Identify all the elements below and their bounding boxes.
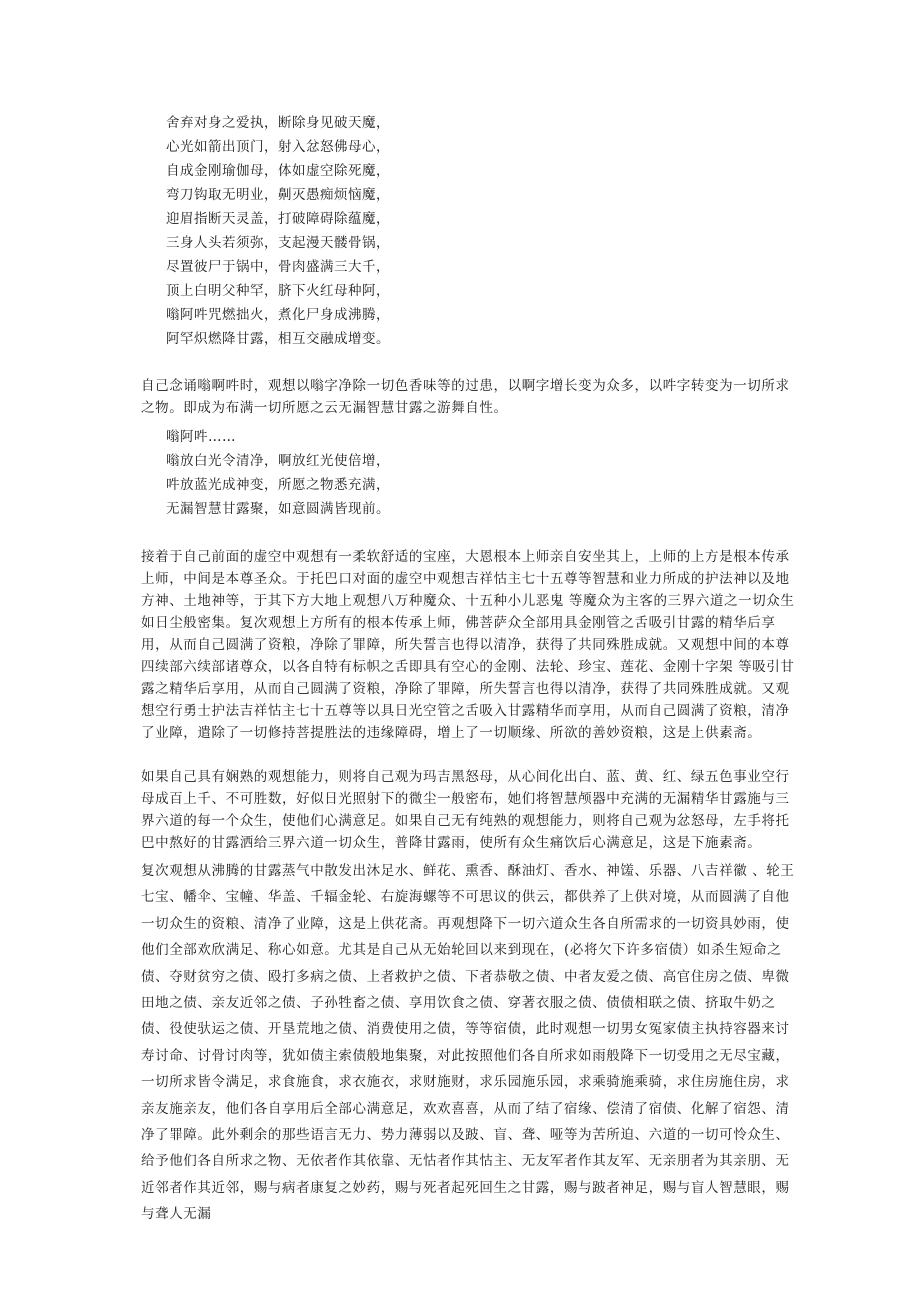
verse-line: 吽放蓝光成神变，所愿之物悉充满， (166, 477, 390, 493)
verse-line: 嗡阿吽…… (166, 429, 236, 445)
verse-line: 舍弃对身之爱执，断除身见破天魔， (166, 115, 390, 131)
verse-line: 嗡放白光令清净，啊放红光使倍增， (166, 453, 390, 469)
paragraph-mantra-visualization: 自己念诵嗡啊吽时，观想以嗡字净除一切色香味等的过患，以啊字增长变为众多，以吽字转变为一切所求之物。即成为布满一切所愿之云无漏智慧甘露之游舞自性。 (141, 378, 790, 416)
verse-line: 顶上白明父种罕，脐下火红母种阿， (166, 283, 390, 299)
verse-line: 阿罕炽燃降甘露，相互交融成增变。 (166, 331, 390, 347)
verse-line: 心光如箭出顶门，射入忿怒佛母心， (166, 139, 390, 155)
verse-line: 迎眉指断天灵盖，打破障碍除蕴魔， (166, 211, 390, 227)
verse-line: 三身人头若须弥，支起漫天髅骨锅， (166, 235, 390, 251)
verse-line: 尽置彼尸于锅中，骨肉盛满三大千， (166, 259, 390, 275)
verse-line: 嗡阿吽咒燃拙火，煮化尸身成沸腾， (166, 307, 390, 323)
verse-block-1 (166, 111, 390, 351)
verse-block-2 (166, 425, 390, 521)
verse-line: 弯刀钩取无明业，劓灭愚痴烦恼魔， (166, 187, 390, 203)
paragraph-flower-offering: 复次观想从沸腾的甘露蒸气中散发出沐足水、鲜花、熏香、酥油灯、香水、神馐、乐器、八吉祥徽 、轮王七宝、幡伞、宝幢、华盖、千辐金轮、右旋海螺等不可思议的供云，都供养了上供对境，从而圆满了自他一切众生的资粮、清净了业障，这是上供花斋。再观想降下一切六道众生各自所需求的一切资具妙雨，使他们全部欢欣满足、称心如意。尤其是自己从无始轮回以来到现在，(必将欠下许多宿债）如杀生短命之债、夺财贫穷之债、殴打多病之债、上者救护之债、下者恭敬之债、中者友爱之债、高官住房之债、卑微田地之债、亲友近邻之债、子孙牲畜之债、享用饮食之债、穿著衣服之债、债债相联之债、挤取牛奶之债、役使驮运之债、开垦荒地之债、消费使用之债，等等宿债，此时观想一切男女冤家债主执持容器来讨寿讨命、讨骨讨肉等，犹如债主索债般地集聚，对此按照他们各自所求如雨般降下一切受用之无尽宝藏，一切所求皆令满足，求食施食，求衣施衣，求财施财，求乐园施乐园，求乘骑施乘骑，求住房施住房，求亲友施亲友，他们各自享用后全部心满意足，欢欢喜喜，从而了结了宿缘、偿清了宿债、化解了宿怨、清净了罪障。此外剩余的那些语言无力、势力薄弱以及跛、盲、聋、哑等为苦所迫、六道的一切可怜众生、给予他们各自所求之物、无依者作其依靠、无怙者作其怙主、无友军者作其友军、无亲朋者为其亲朋、无近邻者作其近邻，赐与病者康复之妙药，赐与死者起死回生之甘露，赐与跛者神足，赐与盲人智慧眼，赐与聋人无漏 (141, 863, 795, 1223)
verse-line: 自成金刚瑜伽母，体如虚空除死魔， (166, 163, 390, 179)
paragraph-lower-offering: 如果自己具有娴熟的观想能力，则将自己观为玛吉黑怒母，从心间化出白、蓝、黄、红、绿五色事业空行母成百上千、不可胜数，好似日光照射下的微尘一般密布，她们将智慧颅器中充满的无漏精华甘露施与三界六道的每一个众生，使他们心满意足。如果自己无有纯熟的观想能力，则将自己观为忿怒母，左手将托巴中熬好的甘露洒给三界六道一切众生，普降甘露雨，使所有众生痛饮后心满意足，这是下施素斋。 (141, 769, 790, 851)
verse-line: 无漏智慧甘露聚，如意圆满皆现前。 (166, 501, 390, 517)
paragraph-upper-offering: 接着于自己前面的虚空中观想有一柔软舒适的宝座，大恩根本上师亲自安坐其上，上师的上方是根本传承上师，中间是本尊圣众。于托巴口对面的虚空中观想吉祥怙主七十五尊等智慧和业力所成的护法神以及地方神、土地神等，于其下方大地上观想八万种魔众、十五种小儿恶鬼 等魔众为主客的三界六道之一切众生如日尘般密集。复次观想上方所有的根本传承上师，佛菩萨众全部用具金刚管之舌吸引甘露的精华后享用，从而自己圆满了资粮，净除了罪障，所失誓言也得以清净，获得了共同殊胜成就。又观想中间的本尊四续部六续部诸尊众，以各自特有标帜之舌即具有空心的金刚、法轮、珍宝、莲花、金刚十字架 等吸引甘露之精华后享用，从而自己圆满了资粮，净除了罪障，所失誓言也得以清净，获得了共同殊胜成就。又观想空行勇士护法吉祥怙主七十五尊等以具日光空管之舌吸入甘露精华而享用，从而自己圆满了资粮，清净了业障，遣除了一切修持菩提胜法的违缘障碍，增上了一切顺缘、所欲的善妙资粮，这是上供素斋。 (141, 549, 795, 741)
